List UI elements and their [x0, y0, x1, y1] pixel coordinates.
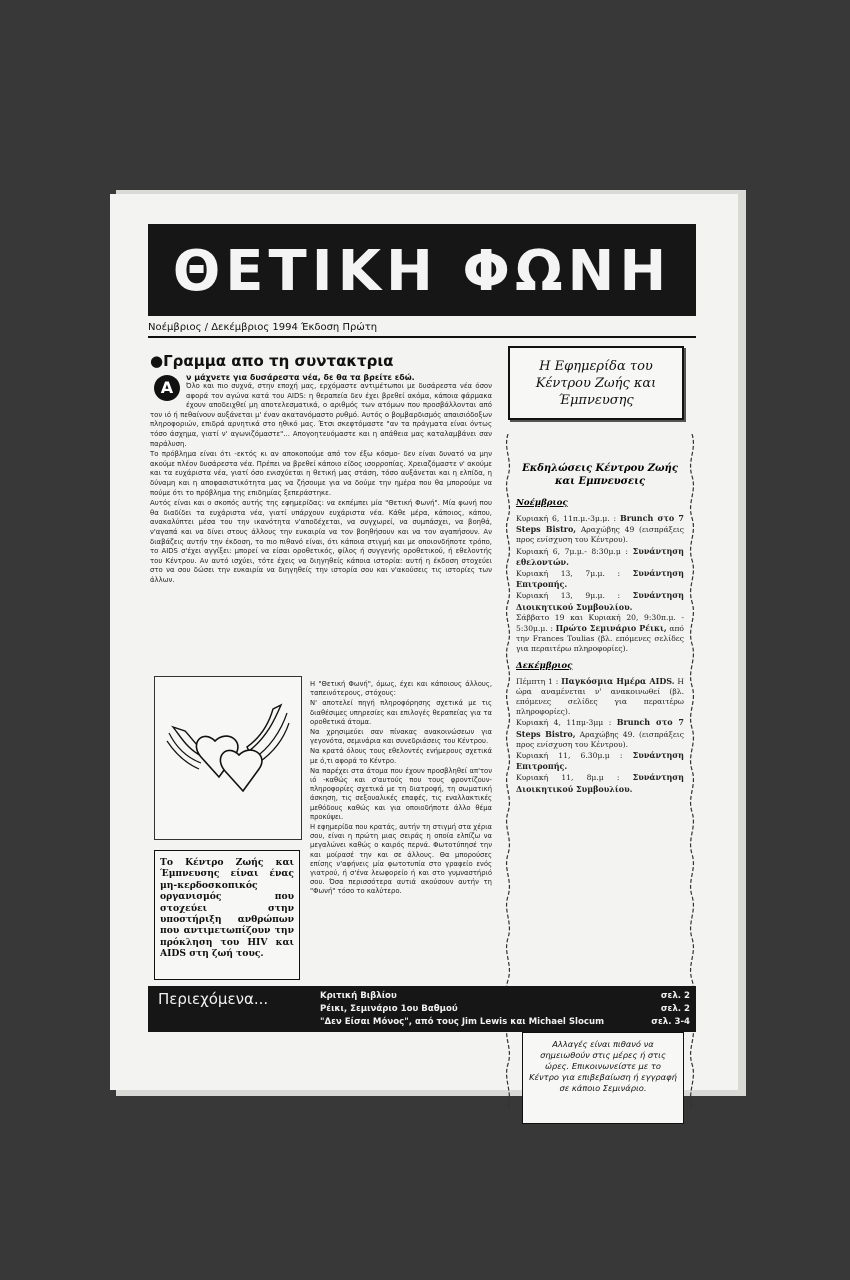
event-item: Κυριακή 13, 7μ.μ. : Συνάντηση Επιτροπής.: [516, 568, 684, 590]
continued-paragraph-6: Η εφημερίδα που κρατάς, αυτήν τη στιγμή στα χέρια σου, είναι η πρώτη μιας σειράς η οποία ελπίζω να μεγαλώνει καθώς ο καιρός περνά. Φωτοτύπησέ την και μοίρασέ την και σε άλλους. Θα μπορούσες επίσης ν'αφήνεις μία φωτοτυπία στο γραφείο ενός γιατρού, ή σ'ένα λεωφορείο ή και στο γυμναστήριό σου. Όσα περισσότερα αυτιά ακούσουν αυτήν τη "Φωνή" τόσο το καλύτερο.: [310, 823, 492, 896]
center-description-box: [154, 850, 300, 980]
dropcap: Α: [154, 375, 180, 401]
center-description: Το Κέντρο Ζωής και Έμπνευσης είναι ένας μη-κερδοσκοπικός οργανισμός που στοχεύει στην υποστήριξη ανθρώπων που αντιμετωπίζουν την πρόκληση του HIV και AIDS στη ζωή τους.: [160, 857, 294, 960]
continued-paragraph-5: Να παρέχει στα άτομα που έχουν προσβληθεί απ'τον ιό -καθώς και σ'αυτούς που τους φροντίζουν- πληροφορίες σχετικά με τη διατροφή, τη σωματική άσκηση, τις σεξουαλικές επαφές, τις εναλλακτικές μεθόδους καθώς και για οποιοδήποτε άλλο θέμα προκύψει.: [310, 766, 492, 821]
month-december: Δεκέμβριος: [516, 660, 573, 671]
continued-paragraph-1: Η "Θετική Φωνή", όμως, έχει και κάποιους άλλους, ταπεινότερους, στόχους:: [310, 680, 492, 698]
continued-paragraph-4: Να κρατά όλους τους εθελοντές ενήμερους σχετικά με ό,τι αφορά το Κέντρο.: [310, 747, 492, 765]
event-item: Κυριακή 11, 8μ.μ : Συνάντηση Διοικητικού Συμβουλίου.: [516, 772, 684, 794]
editorial-paragraph-1: Όλο και πιο συχνά, στην εποχή μας, ερχόμαστε αντιμέτωποι με δυσάρεστα νέα όσον αφορά τον αγώνα κατά του AIDS: η θεραπεία δεν έχει βρεθεί ακόμα, κάποια φάρμακα έχουν αποδειχθεί μη αποτελεσματικά, ο αριθμός των ατόμων που προσβάλλονται από τον ιό ή πεθαίνουν αυξάνεται μ' έναν ακατανόμαστο ρυθμό. Αυτός ο βομβαρδισμός απαισιόδοξων πληροφοριών, επιδρά αρνητικά στο ηθικό μας. Έτσι σκεφτόμαστε "αν τα πράγματα είναι όντως τόσο άσχημα, γιατί ν' αγωνιζόμαστε"... Απογοητευόμαστε και η απάθεια μας καταλαμβάνει σαν παράλυση.: [150, 382, 492, 448]
events-list: [516, 462, 684, 795]
editorial-paragraph-2: Το πρόβλημα είναι ότι -εκτός κι αν αποκοπούμε από τον έξω κόσμο- δεν είναι δυνατό να μην ακούμε πλέον δυσάρεστα νέα. Πρέπει να βρεθεί κάποιο είδος ισορροπίας. Χρειαζόμαστε ν' ακούμε και τα ευχάριστα νέα, γιατί όσο ενισχύεται η θετική μας στάση, τόσο αυξάνεται και η ελπίδα, η δύναμη και η αποφασιστικότητα μας να ζήσουμε για να δούμε την ημέρα που θα μπορούμε να πούμε ότι το πρόβλημα της επιδημίας ξεπεράστηκε.: [150, 450, 492, 497]
event-item: Κυριακή 6, 11π.μ.-3μ.μ. : Brunch στο 7 Steps Bistro, Αραχώβης 49 (εισπράξεις προς ενίσχυση του Κέντρου).: [516, 513, 684, 545]
contents-page: σελ. 2: [660, 991, 690, 1001]
contents-bar: [148, 986, 696, 1032]
masthead-banner: [148, 224, 696, 316]
illustration-box: [154, 676, 302, 840]
event-item: Κυριακή 6, 7μ.μ.- 8:30μ.μ : Συνάντηση εθελοντών.: [516, 545, 684, 567]
editorial-continued-column: [310, 680, 492, 898]
issue-date-line: Νοέμβριος / Δεκέμβριος 1994 Έκδοση Πρώτη: [148, 322, 378, 333]
editorial-heading-text: Γραμμα απο τη συντακτρια: [163, 352, 394, 370]
contents-page: σελ. 3-4: [651, 1017, 690, 1027]
subtitle-box: [508, 346, 684, 420]
subtitle-text: Η Εφημερίδα του Κέντρου Ζωής και Έμπνευσης: [535, 359, 657, 408]
editorial-column: [150, 352, 492, 586]
contents-label: Ρέικι, Σεμινάριο 1ου Βαθμού: [320, 1004, 458, 1014]
newsletter-title: ΘΕΤΙΚΗ ΦΩΝΗ: [172, 239, 672, 304]
editorial-lead: ν μάχνετε για δυσάρεστα νέα, δε θα τα βρείτε εδώ.: [186, 373, 415, 382]
event-item: Πέμπτη 1 : Παγκόσμια Ημέρα AIDS. Η ώρα αναμένεται ν' ανακοινωθεί (βλ. επόμενες σελίδες για περαιτέρω πληροφορίες).: [516, 675, 684, 717]
event-item: Σάββατο 19 και Κυριακή 20, 9:30π.μ. - 5:30μ.μ. : Πρώτο Σεμινάριο Ρέικι, από την Frances Toulias (βλ. επόμενες σελίδες για περαιτέρω πληροφορίες).: [516, 612, 685, 654]
contents-title: Περιεχόμενα...: [158, 990, 269, 1008]
schedule-note-box: [522, 1032, 684, 1124]
schedule-note: Αλλαγές είναι πιθανό να σημειωθούν στις μέρες ή στις ώρες. Επικοινωνείστε με το Κέντρο για επιβεβαίωση ή εγγραφή σε κάποιο Σεμινάριο.: [529, 1039, 677, 1094]
winged-hearts-icon: [163, 697, 293, 807]
month-november: Νοέμβριος: [516, 498, 568, 508]
event-item: Κυριακή 13, 9μ.μ. : Συνάντηση Διοικητικού Συμβουλίου.: [516, 590, 684, 612]
editorial-heading: [150, 352, 492, 370]
continued-paragraph-2: Ν' αποτελεί πηγή πληροφόρησης σχετικά με τις διαθέσιμες υπηρεσίες και επιλογές θεραπείας για τα οροθετικά άτομα.: [310, 699, 492, 726]
top-rule: [148, 336, 696, 338]
continued-paragraph-3: Να χρησιμεύει σαν πίνακας ανακοινώσεων για γεγονότα, σεμινάρια και συνεδριάσεις του Κέντρου.: [310, 728, 492, 746]
event-item: Κυριακή 4, 11πμ-3μμ : Brunch στο 7 Steps Bistro, Αραχώβης 49. (εισπράξεις προς ενίσχυση του Κέντρου).: [516, 717, 685, 749]
contents-row: [320, 1017, 690, 1027]
newsletter-page: [110, 194, 738, 1094]
contents-label: "Δεν Είσαι Μόνος", από τους Jim Lewis και Michael Slocum: [320, 1017, 605, 1027]
editorial-paragraph-3: Αυτός είναι και ο σκοπός αυτής της εφημερίδας: να εκπέμπει μία "Θετική Φωνή". Μία φωνή που θα διαδίδει τα ευχάριστα νέα, γιατί υπάρχουν ευχάριστα νέα. Κάθε μέρα, κάποιος, κάπου, ανακαλύπτει μέσα του την ικανότητα ν'αποδέχεται, να συγχωρεί, να συμπάσχει, να βοηθά, ν'αγαπά και να δίνει στους άλλους την ευκαιρία να τον βοηθήσουν και να τον αγαπήσουν. Αν διαβάζεις αυτήν την έκδοση, το πιο πιθανό είναι, ότι κάποια στιγμή και με οποιονδήποτε τρόπο, το AIDS σ'έχει αγγίξει: μπορεί να είσαι οροθετικός, φίλος ή συγγενής οροθετικού, ή εθελοντής του Κέντρου. Αν αυτό ισχύει, τότε έχεις να διηγηθείς κάποια ιστορία: αυτή η έκδοση στοχεύει στο να σου δώσει την ευκαιρία να διηγηθείς την ιστορία σου και ν'ακούσεις τις ιστορίες των άλλων.: [150, 499, 492, 584]
contents-page: σελ. 2: [660, 1004, 690, 1014]
contents-label: Κριτική Βιβλίου: [320, 991, 397, 1001]
bullet-icon: ●: [150, 352, 164, 370]
events-heading: Εκδηλώσεις Κέντρου Ζωής και Εμπνευσεις: [522, 463, 678, 487]
contents-row: [320, 1004, 690, 1014]
contents-row: [320, 991, 690, 1001]
event-item: Κυριακή 11, 6.30μ.μ : Συνάντηση Επιτροπής.: [516, 750, 684, 772]
